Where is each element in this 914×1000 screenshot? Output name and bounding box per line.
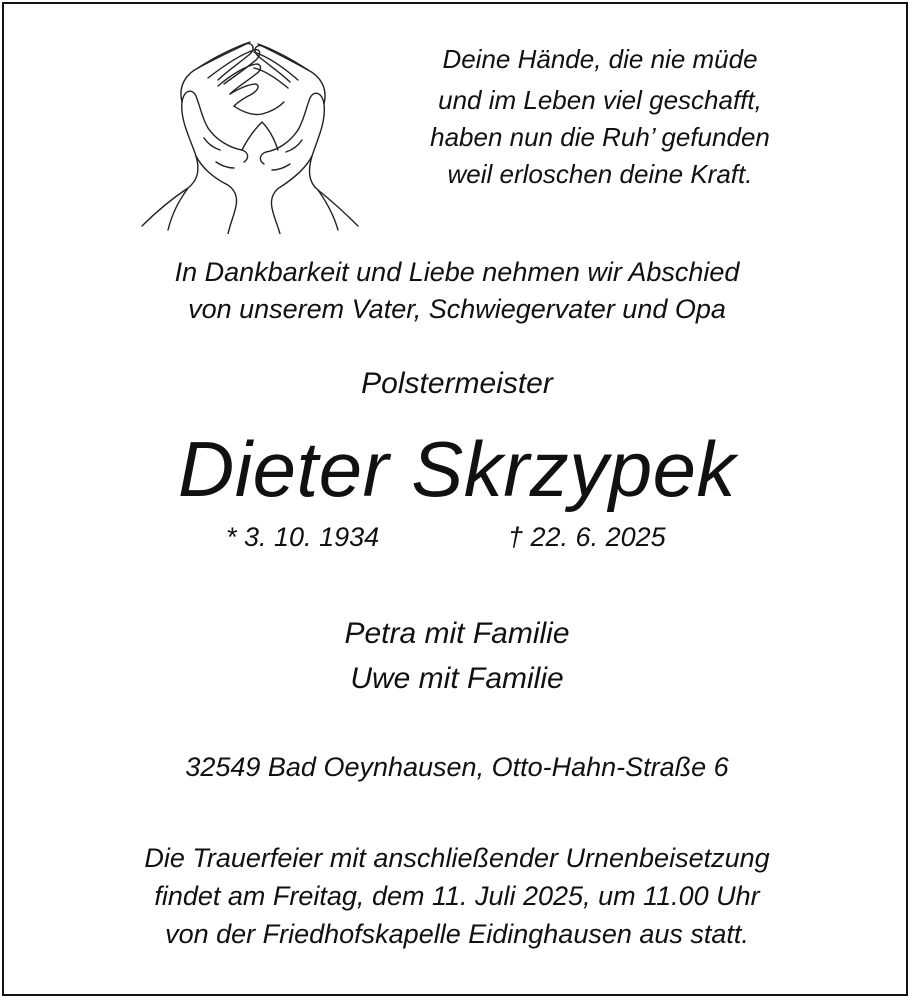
poem-line: und im Leben viel geschafft, (438, 85, 762, 115)
service-line: findet am Freitag, dem 11. Juli 2025, um 11.00 Uhr (154, 881, 760, 911)
address: 32549 Bad Oeynhausen, Otto-Hahn-Straße 6 (185, 752, 729, 782)
intro-line: In Dankbarkeit und Liebe nehmen wir Abschied (174, 257, 740, 287)
poem-line: Deine Hände, die nie müde (442, 44, 758, 74)
poem-line: weil erloschen deine Kraft. (447, 159, 753, 189)
death-date: † 22. 6. 2025 (508, 522, 666, 552)
intro-line: von unserem Vater, Schwiegervater und Opa (188, 294, 726, 324)
birth-date: * 3. 10. 1934 (226, 522, 380, 552)
service-line: Die Trauerfeier mit anschließender Urnenbeisetzung (144, 843, 770, 873)
poem-line: haben nun die Ruh’ gefunden (430, 122, 770, 152)
service-line: von der Friedhofskapelle Eidinghausen aus statt. (165, 919, 749, 949)
mourner-line: Uwe mit Familie (350, 662, 564, 695)
deceased-name: Dieter Skrzypek (178, 425, 736, 513)
profession: Polstermeister (361, 367, 553, 400)
cupped-hands-icon (138, 38, 362, 234)
mourner-line: Petra mit Familie (344, 617, 570, 650)
